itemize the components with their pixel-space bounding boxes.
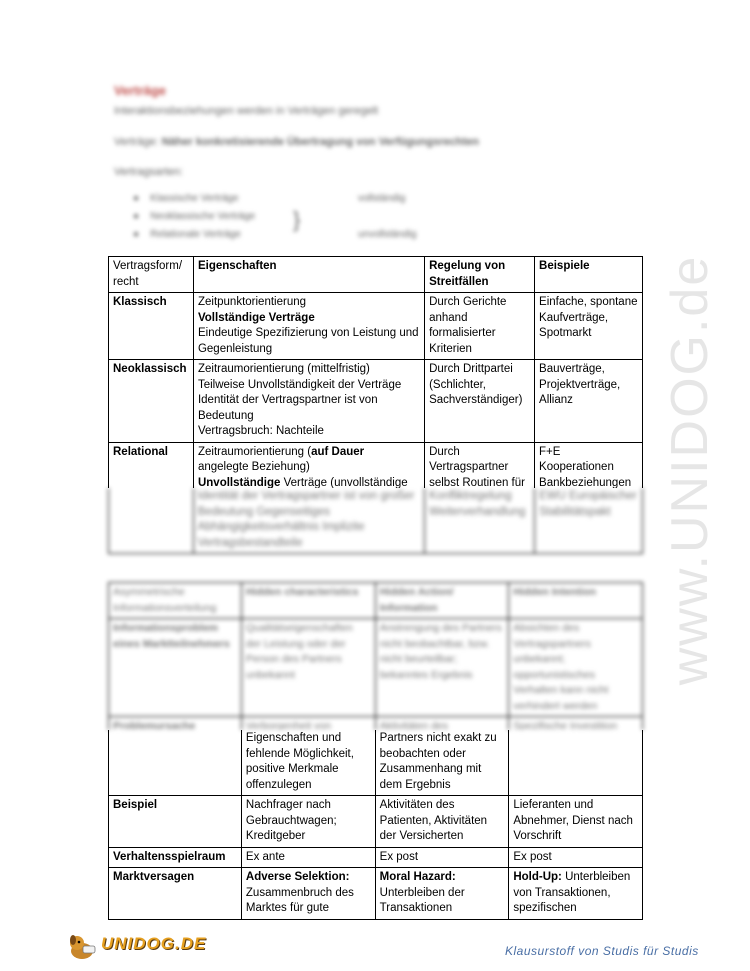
table-row xyxy=(109,847,643,868)
cell-line xyxy=(198,445,420,461)
table-cell: Qualitätseigenschaften der Leistung oder der Person des Partners unbekannt xyxy=(241,619,375,717)
table-row xyxy=(109,619,643,717)
table-cell: Nachfrager nach Gebrauchtwagen; Kreditgeber xyxy=(241,796,375,848)
table-header-row xyxy=(109,583,643,619)
table-cell: Spezifische Investition xyxy=(509,717,643,731)
bullet-label: Relationale Verträge xyxy=(150,229,241,240)
cell-text-bold: auf Dauer xyxy=(311,445,365,458)
table2-blurred-part xyxy=(100,580,650,730)
table-row xyxy=(109,796,643,848)
cell-text: Unterbleiben der Transaktionen xyxy=(379,886,465,914)
table-cell: Ex post xyxy=(375,847,509,868)
cell-line: Zeitraumorientierung (mittelfristig) xyxy=(197,363,370,375)
table-cell: Verborgenheit von xyxy=(241,717,375,731)
disputes-cell: Durch Gerichte anhand formalisierter Kriterien xyxy=(425,293,535,360)
col-header: Hidden characteristics xyxy=(241,583,375,619)
cell-text: Zusammenbruch des Marktes für gute xyxy=(245,886,354,914)
col-header: Hidden Action/ Information xyxy=(375,583,509,619)
table-row xyxy=(109,868,643,920)
unidog-logo[interactable] xyxy=(65,932,207,962)
cell-line: Identität der Vertragspartner ist von Bedeutung xyxy=(197,394,378,422)
blurred-table xyxy=(108,582,643,730)
page-title: Verträge xyxy=(114,83,167,98)
table-cell: Anstrengung des Partners nicht beobachtbar, bzw. nicht beurteilbar; bekanntes Ergebnis xyxy=(375,619,509,717)
table-cell xyxy=(509,730,643,796)
examples-cell: EWU Europäischer Stabilitätspakt xyxy=(535,488,643,554)
table-row xyxy=(109,488,643,554)
bullet-dot: ● xyxy=(133,193,140,204)
watermark: www.UNIDOG.de xyxy=(661,254,719,686)
row-label: Relational xyxy=(109,442,194,488)
col-header-disputes: Regelung von Streitfällen xyxy=(425,257,535,293)
cell-line: Zeitpunktorientierung xyxy=(197,296,307,308)
intro-line: Interaktionsbeziehungen werden in Verträgen geregelt xyxy=(114,105,379,117)
col-header: Asymmetrische Informationsverteilung xyxy=(109,583,242,619)
bullet-label: Klassische Verträge xyxy=(150,193,239,204)
col-header-form: Vertragsform/ recht xyxy=(109,257,194,293)
table-row xyxy=(109,293,643,360)
table-cell: Ex ante xyxy=(241,847,375,868)
cell-text-bold: Adverse Selektion: xyxy=(245,871,350,883)
table-cell: Eigenschaften und fehlende Möglichkeit, positive Merkmale offenzulegen xyxy=(241,730,375,796)
cell-text: Verträge (unvollständige xyxy=(283,476,408,488)
examples-cell: F+E Kooperationen Bankbeziehungen xyxy=(535,442,643,488)
row-label: Verhaltensspielraum xyxy=(109,847,242,868)
table-cell: Ex post xyxy=(509,847,643,868)
logo-text: UNIDOG.DE xyxy=(101,934,207,953)
row-label xyxy=(109,488,194,554)
cell-line: Eindeutige Spezifizierung von Leistung und Gegenleistung xyxy=(197,327,419,355)
dog-icon xyxy=(65,932,99,962)
cell-text: Unterbleiben von Transaktionen, spezifischen xyxy=(513,871,631,914)
row-label: Marktversagen xyxy=(109,868,242,920)
cell-text-bold: Moral Hazard: xyxy=(379,871,456,883)
row-label: Problemursache xyxy=(109,717,242,731)
disputes-cell: Konfliktregelung Weiterverhandlung xyxy=(425,488,535,554)
cell-line: Vertragsbruch: Nachteile xyxy=(197,425,324,437)
footer-tagline: Klausurstoff von Studis für Studis xyxy=(505,944,699,958)
table-cell: Absichten des Vertragspartners unbekannt; opportunistisches Verhalten kann nicht verhindert werden xyxy=(509,619,643,717)
examples-cell: Bauverträge, Projektverträge, Allianz xyxy=(535,360,643,443)
table-cell xyxy=(241,868,375,920)
blurred-table xyxy=(108,488,643,554)
properties-cell xyxy=(193,293,424,360)
table-row xyxy=(109,730,643,796)
cell-line: angelegte Beziehung) xyxy=(197,461,310,473)
properties-cell xyxy=(193,442,424,488)
table-row xyxy=(109,717,643,731)
properties-cell: Identität der Vertragspartner ist von großer Bedeutung Gegenseitiges Abhängigkeitsverhältnis Implizite Vertragsbestandteile xyxy=(193,488,425,554)
properties-cell xyxy=(193,360,424,443)
bullet-dot: ● xyxy=(133,229,140,240)
col-header: Hidden Intention xyxy=(509,583,643,619)
row-label: Informationsproblem eines Marktteilnehmers xyxy=(109,619,242,717)
information-asymmetry-table xyxy=(108,730,643,920)
cell-line: Teilweise Unvollständigkeit der Verträge xyxy=(197,378,402,391)
table1-blurred-part xyxy=(100,488,650,558)
bullet-note: unvollständig xyxy=(358,229,417,240)
table-cell: Aktivitäten des xyxy=(375,717,509,731)
row-label: Neoklassisch xyxy=(109,360,194,443)
types-heading: Vertragsarten: xyxy=(114,166,184,178)
disputes-cell: Durch Vertragspartner selbst Routinen für xyxy=(425,442,535,488)
table-cell: Partners nicht exakt zu beobachten oder Zusammenhang mit dem Ergebnis xyxy=(375,730,509,796)
cell-line: Vollständige Verträge xyxy=(197,311,315,324)
bullet-note: vollständig xyxy=(358,193,406,204)
table-row xyxy=(109,442,643,488)
cell-text: Zeitraumorientierung ( xyxy=(197,445,312,458)
cell-text-bold: Hold-Up: xyxy=(513,871,562,883)
table-row xyxy=(109,360,643,443)
disputes-cell: Durch Drittpartei (Schlichter, Sachverständiger) xyxy=(425,360,535,443)
table-header-row xyxy=(109,257,643,293)
contract-types-table xyxy=(108,256,643,488)
table-cell: Aktivitäten des Patienten, Aktivitäten der Versicherten xyxy=(375,796,509,848)
examples-cell: Einfache, spontane Kaufverträge, Spotmarkt xyxy=(535,293,643,360)
row-label xyxy=(109,730,242,796)
table-cell xyxy=(375,868,509,920)
col-header-properties: Eigenschaften xyxy=(193,257,424,293)
definition-prefix: Verträge: xyxy=(114,136,159,148)
row-label: Klassisch xyxy=(109,293,194,360)
col-header-examples: Beispiele xyxy=(535,257,643,293)
brace: } xyxy=(293,207,301,232)
table-cell xyxy=(509,868,643,920)
bullet-label: Neoklassische Verträge xyxy=(150,211,256,222)
cell-line xyxy=(198,476,420,489)
row-label: Beispiel xyxy=(109,796,242,848)
table-cell: Lieferanten und Abnehmer, Dienst nach Vorschrift xyxy=(509,796,643,848)
cell-text-bold: Unvollständige xyxy=(197,476,281,488)
definition-text: Näher konkretisierende Übertragung von Verfügungsrechten xyxy=(161,136,479,148)
bullet-dot: ● xyxy=(133,211,140,222)
